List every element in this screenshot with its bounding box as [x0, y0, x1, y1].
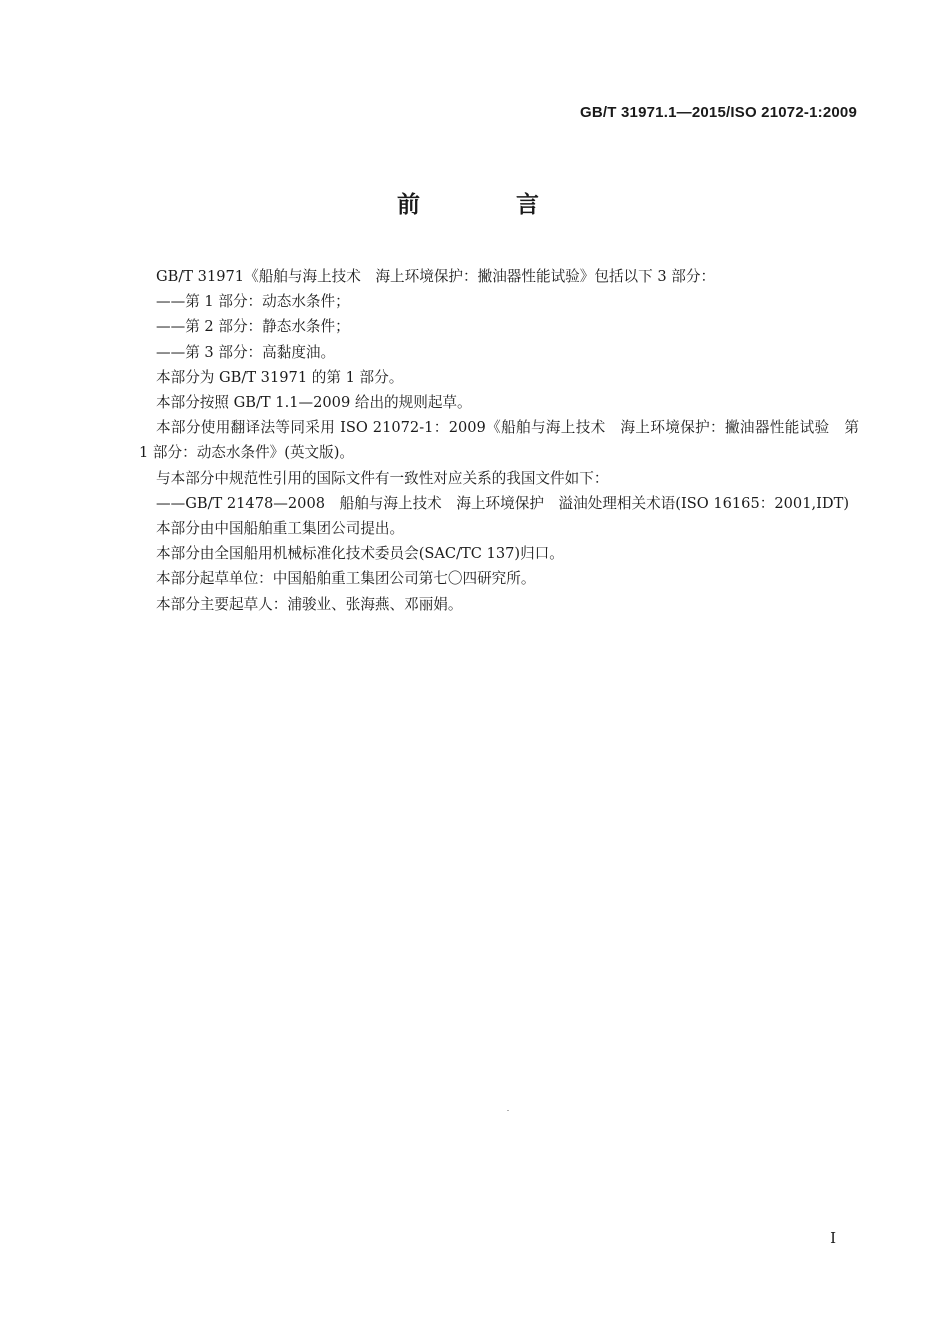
drafting-rules-paragraph: 本部分按照 GB/T 1.1—2009 给出的规则起草。 [156, 394, 472, 412]
centralized-by-paragraph: 本部分由全国船用机械标准化技术委员会(SAC/TC 137)归口。 [156, 545, 564, 563]
this-part-paragraph: 本部分为 GB/T 31971 的第 1 部分。 [156, 368, 404, 386]
correspondence-paragraph: 与本部分中规范性引用的国际文件有一致性对应关系的我国文件如下： [156, 469, 609, 487]
list-item-part1: ——第 1 部分：动态水条件； [156, 293, 350, 311]
drafters-paragraph: 本部分主要起草人：浦骏业、张海燕、邓丽娟。 [156, 595, 463, 613]
correspondence-list-item: ——GB/T 21478—2008 船舶与海上技术 海上环境保护 溢油处理相关术语(ISO 16165：2001,IDT) [156, 494, 850, 512]
list-item-part2: ——第 2 部分：静态水条件； [156, 318, 350, 336]
translation-paragraph: 本部分使用翻译法等同采用 ISO 21072-1：2009《船舶与海上技术 海上环境保护：撇油器性能试验 第 1 部分：动态水条件》(英文版)。 [139, 419, 859, 462]
intro-paragraph: GB/T 31971《船舶与海上技术 海上环境保护：撇油器性能试验》包括以下 3 部分： [156, 268, 716, 285]
standard-number-header: GB/T 31971.1—2015/ISO 21072-1:2009 [580, 104, 857, 121]
section-title: 前 言 [396, 192, 583, 218]
proposed-by-paragraph: 本部分由中国船舶重工集团公司提出。 [156, 520, 405, 538]
scan-speck [507, 1110, 509, 1111]
foreword-body [139, 264, 859, 617]
list-item-part3: ——第 3 部分：高黏度油。 [156, 343, 336, 361]
drafting-unit-paragraph: 本部分起草单位：中国船舶重工集团公司第七〇四研究所。 [156, 570, 536, 588]
page-number: I [830, 1229, 836, 1247]
